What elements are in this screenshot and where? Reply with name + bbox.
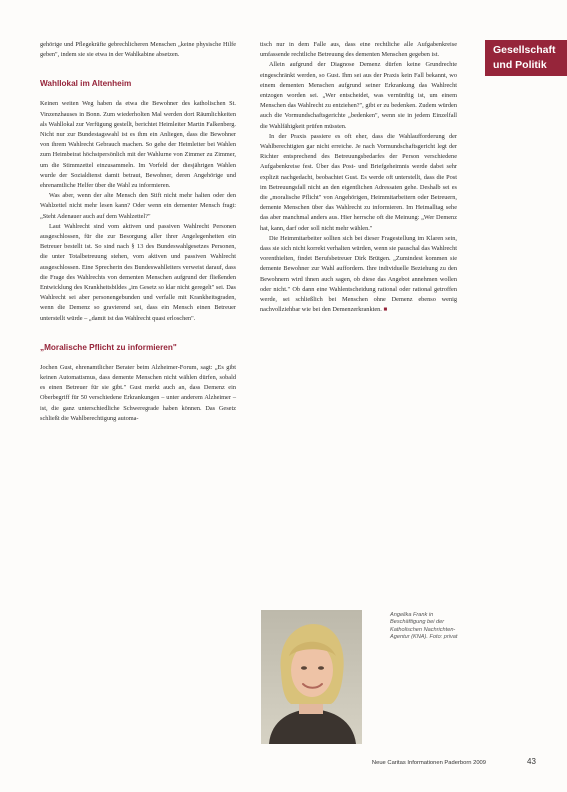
section-tab: [485, 40, 567, 76]
right-column: [260, 40, 457, 315]
paragraph: Allein aufgrund der Diagnose Demenz dürfen keine Grundrechte eingeschränkt werden, so Gust. Ihm sei aus der Praxis kein Fall bekannt, wo einem dementen Menschen aufgrund seiner Erkrankung das Wahlrecht entzogen worden sei. „Wer entscheidet, was vernünftig ist, um einem Menschen das Wahlrecht zu entziehen?", gibt er zu bedenken. Zudem würden auch die Vormundschaftsgerichte „bedenken", wenn sie in jedem Einzelfall die Wahlfähigkeit prüfen müssten.: [260, 61, 457, 130]
paragraph-final: [260, 234, 457, 316]
portrait-illustration: [261, 610, 362, 744]
paragraph: Was aber, wenn der alte Mensch den Stift nicht mehr halten oder den Wahlzettel nicht mehr lesen kann? Oder wenn ein dementer Mensch fragt: „Steht Adenauer auch auf dem Wahlzettel?": [40, 192, 236, 220]
heading-wahllokal: Wahllokal im Altenheim: [40, 79, 132, 89]
paragraph-continuation: gehörige und Pflegekräfte gebrechlicheren Menschen „keine physische Hilfe geben", indem sie sie etwa in der Wahlkabine absetzen.: [40, 41, 236, 59]
section-tab-line-1: Gesellschaft: [493, 44, 556, 56]
footer-publication: Neue Caritas Informationen Paderborn 2009: [371, 760, 486, 766]
page-number: 43: [527, 757, 536, 766]
paragraph-continuation: tisch nur in dem Falle aus, dass eine rechtliche alle Aufgabenkreise umfassende rechtliche Betreuung des dementen Menschen gegeben ist.: [260, 41, 457, 59]
paragraph-text: Die Heimmitarbeiter sollten sich bei dieser Fragestellung im Klaren sein, dass sie sich nicht korrekt verhalten würden, wenn sie pauschal das Wahlrecht vorenthielten, findet Berufsbetreuer Dirk Brütgen. „Zumindest kommen sie demente Bewohner zur Wahl auffordern. Ihre individuelle Beziehung zu den Bewohnern wird ihnen auch sagen, ob diese das Angebot annehmen wollen oder nicht." Ob dann eine Wahlentscheidung rational oder rational getroffen werde, sei schließlich bei Menschen ohne Demenz ebenso wenig nachvollziehbar wie bei den Demenzerkrankten.: [260, 234, 457, 314]
paragraph: Jochen Gust, ehrenamtlicher Berater beim Alzheimer-Forum, sagt: „Es gibt keinen Automatismus, dass demente Menschen nicht wählen dürfen, sobald es einen Betreuer für sie gibt." Gust merkt auch an, dass Demenz ein Oberbegriff für 50 verschiedene Erkrankungen – unter anderem Alzheimer – ist, die ganz unterschiedliche Schweregrade haben können. Das Gesetz schließt die Wahlberechtigung automa-: [40, 363, 236, 422]
section-tab-line-2: und Politik: [493, 59, 547, 71]
paragraph: Keinen weiten Weg haben da etwa die Bewohner des katholischen St. Vinzenzhauses in Bonn. Zum wiederholten Mal werden dort Räumlichkeiten als Wahllokal zur Verfügung gestellt, berichtet Heimleiter Martin Falkenberg. Nicht nur zur Bundestagswahl ist es ihm ein Anliegen, dass die Bewohner von ihrem Wahlrecht Gebrauch machen. So gehe der Heimleiter bei Wahlen zum Heimbeirat höchstpersönlich mit der Wahlurne von Zimmer zu Zimmer, um die Stimmzettel einzusammeln. Im Vorfeld der diesjährigen Wahlen wurde der Sozialdienst damit betraut, Bewohner, deren Angehörige und ehrenamtliche Helfer über die Wahl zu informieren.: [40, 100, 236, 190]
paragraph: Laut Wahlrecht sind vom aktiven und passiven Wahlrecht Personen ausgeschlossen, für die zur Besorgung aller ihrer Angelegenheiten ein Betreuer bestellt ist. So sind nach § 13 des Bundeswahlgesetzes Personen, die unter Totalbetreuung stehen, vom aktiven und passiven Wahlrecht ausgeschlossen. Eine Sprecherin des Bundeswahlleiters verweist darauf, dass die Frage des Wahlrechts von dementen Menschen aufgrund der fließenden Entwicklung des Krankheitsbildes „im Gesetz so klar nicht geregelt" sei. Das Wahlrecht sei aber personengebunden und verfalle mit Krankheitsgraden, wenn die Demenz so gravierend sei, dass ein Mensch einen Betreuer unterstellt würde – „damit ist das Wahlrecht quasi erloschen".: [40, 222, 236, 322]
paragraph: In der Praxis passiere es oft eher, dass die Wahlaufforderung der Wahlberechtigten gar nicht erreiche. Je nach Vormundschaftsgericht legt der Richter entsprechend des Betreuungsbedarfes der Person verschiedene Aufgabenkreise fest. Über das Post- und Briefgeheimnis werde dabei sehr explizit nachgedacht, beobachtet Gust. Es werde oft unterstellt, dass die Post im Betreuungsfall nicht an den eigentlichen Adressaten gehe. Deshalb sei es die „moralische Pflicht" von Angehörigen, Heimmitarbeitern oder Betreuern, demente Menschen über das Wahlrecht zu informieren. Im Heimalltag sehe das aber manchmal anders aus. Hier herrsche oft die Meinung: „Wer Demenz hat, kann, darf oder soll nicht mehr wählen.": [260, 132, 457, 232]
end-mark: ■: [383, 306, 388, 314]
left-column: [40, 40, 236, 424]
photo-caption: Angelika Frank in Beschäftigung bei der Katholischen Nachrichten-Agentur (KNA). Foto: privat: [390, 612, 458, 641]
heading-moralische-pflicht: „Moralische Pflicht zu informieren": [40, 342, 177, 352]
portrait-photo: [261, 610, 362, 744]
